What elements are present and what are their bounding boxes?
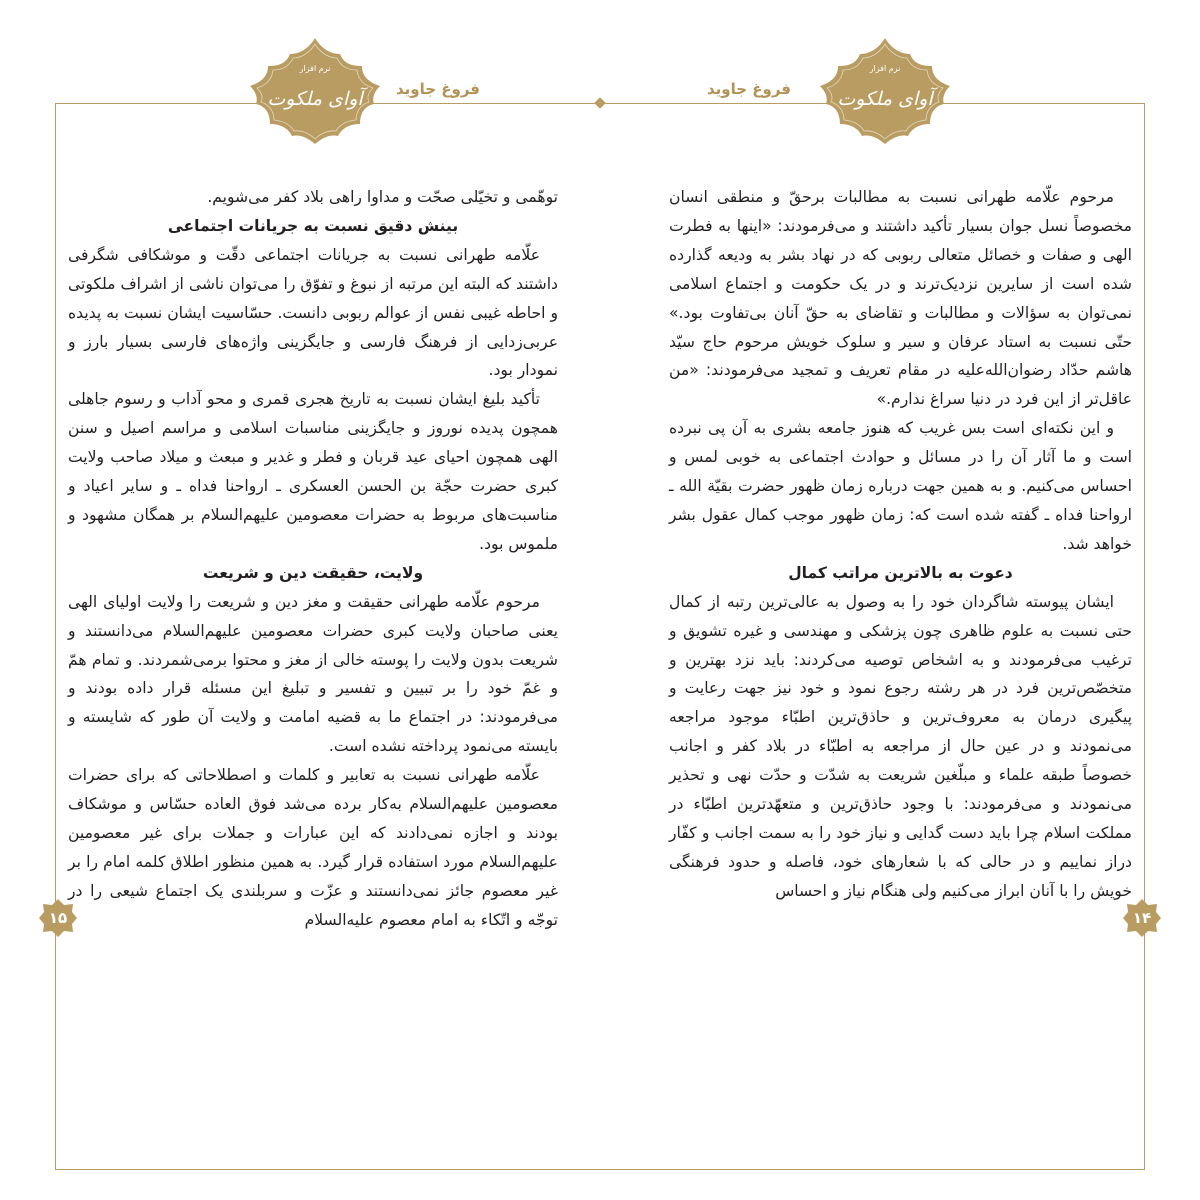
paragraph: ایشان پیوسته شاگردان خود را به وصول به عالی‌ترین رتبه از کمال حتی نسبت به علوم ظاهری چون پزشکی و مهندسی و غیره تشویق و ترغیب می‌فرمودند و به اشخاص توصیه می‌کردند: باید نزد بهترین و متخصّص‌ترین فرد در هر رشته رجوع نمود و خود نیز جهت رعایت و پیگیری درمان به معروف‌ترین و حاذق‌ترین اطبّاء موجود مراجعه می‌نمودند و در عین حال از مراجعه به اطبّاء در بلاد کفر و اجانب خصوصاً طبقه علماء و مبلّغین شریعت به شدّت و حدّت نهی و تحذیر می‌نمودند و می‌فرمودند: با وجود حاذق‌ترین و متعهّدترین اطبّاء در مملکت اسلام چرا باید دست گدایی و نیاز خود را به سمت اجانب و کفّار دراز نماییم و در حالی که با شعارهای خود، فاصله و حدود فرهنگی خویش را با آنان ابراز می‌کنیم ولی هنگام نیاز و احساس	[669, 592, 1132, 900]
paragraph: علّامه طهرانی نسبت به جریانات اجتماعی دقّت و موشکافی شگرفی داشتند که البته این مرتبه از نبوغ و تفوّق را می‌توان ناشی از اشراف ملکوتی و احاطه غیبی نفس از عوالم ربوبی دانست. حسّاسیت ایشان نسبت به پدیده عربی‌زدایی از فرهنگ فارسی و جایگزینی واژه‌های فارسی بسیار بارز و نمودار بود.	[68, 245, 558, 380]
paragraph: علّامه طهرانی نسبت به تعابیر و کلمات و اصطلاحاتی که برای حضرات معصومین علیهم‌السلام به‌کار برده می‌شد فوق العاده حسّاس و موشکاف بودند و اجازه نمی‌دادند که این عبارات و جملات برای غیر معصومین علیهم‌السلام مورد استفاده قرار گیرد. به همین منظور اطلاق کلمه امام را بر غیر معصوم جائز نمی‌دانستند و عزّت و سربلندی یک اجتماع شیعی را در توجّه و اتّکاء به امام معصوم علیه‌السلام	[68, 766, 558, 929]
body-text	[68, 183, 558, 935]
logo-main-text: آوای ملکوت	[837, 88, 933, 110]
paragraph: تأکید بلیغ ایشان نسبت به تاریخ هجری قمری و محو آداب و رسوم جاهلی همچون پدیده نوروز و جایگزینی مناسبات اسلامی و مراسم اصیل و سنن الهی همچون احیای عید قربان و فطر و غدیر و مبعث و میلاد صاحب ولایت کبری حضرت حجّة بن الحسن العسکری ـ ارواحنا فداه ـ و سایر اعیاد و مناسبت‌های مربوط به حضرات معصومین علیهم‌السلام بر همگان مشهود و ملموس بود.	[68, 390, 558, 553]
section-heading: بینش دقیق نسبت به جریانات اجتماعی	[167, 216, 459, 235]
logo-small-text: نرم افزار	[299, 64, 331, 73]
page-number: ۱۴	[1132, 909, 1152, 927]
page-number-badge	[1122, 898, 1162, 938]
body-text	[669, 183, 1132, 906]
paragraph: مرحوم علّامه طهرانی حقیقت و مغز دین و شریعت را ولایت اولیای الهی یعنی صاحبان ولایت کبری حضرات معصومین علیهم‌السلام می‌دانستند و شریعت بدون ولایت را پوسته خالی از مغز و محتوا برمی‌شمردند. و تمام همّ و غمّ خود را بر تبیین و تفسیر و تبلیغ این مسئله قرار داده بودند و می‌فرمودند: در اجتماع ما به قضیه امامت و ولایت آن طور که شایسته و بایسته می‌نمود پرداخته نشده است.	[68, 592, 558, 756]
logo-small-text: نرم افزار	[869, 64, 901, 73]
page-number: ۱۵	[48, 909, 68, 927]
paragraph: توهّمی و تخیّلی صحّت و مداوا راهی بلاد کفر می‌شویم.	[207, 188, 558, 206]
app-logo-badge	[240, 36, 390, 146]
paragraph: مرحوم علّامه طهرانی نسبت به مطالبات برحقّ و منطقی انسان مخصوصاً نسل جوان بسیار تأکید داشتند و می‌فرمودند: «اینها به فطرت الهی و صفات و خصائل متعالی ربوبی که در نهاد بشر به ودیعه گذارده شده است از سایرین نزدیک‌ترند و در یک حکومت و اجتماع اسلامی نمی‌توان به سؤالات و مطالبات و تقاضای به حقّ آنان بی‌تفاوت بود.» حتّی نسبت به استاد عرفان و سیر و سلوک خویش مرحوم حاج سیّد هاشم حدّاد رضوان‌الله‌علیه در مقام تعریف و تمجید می‌فرمودند: «من عاقل‌تر از این فرد در دنیا سراغ ندارم.»	[669, 188, 1132, 409]
paragraph: و این نکته‌ای است بس غریب که هنوز جامعه بشری به آن پی نبرده است و ما آثار آن را در مسائل و حوادث اجتماعی به خوبی لمس و احساس می‌کنیم. و به همین جهت درباره زمان ظهور حضرت بقیّة الله ـ ارواحنا فداه ـ گفته شده است که: زمان ظهور موجب کمال عقول بشر خواهد شد.	[669, 419, 1132, 553]
logo-main-text: آوای ملکوت	[267, 88, 363, 110]
running-header-title: فروغ جاوید	[703, 80, 795, 98]
right-page	[600, 0, 1200, 1200]
app-logo-badge	[810, 36, 960, 146]
section-heading: ولایت، حقیقت دین و شریعت	[202, 563, 424, 582]
section-heading: دعوت به بالاترین مراتب کمال	[788, 563, 1013, 582]
running-header-title: فروغ جاوید	[392, 80, 484, 98]
page-number-badge	[38, 898, 78, 938]
